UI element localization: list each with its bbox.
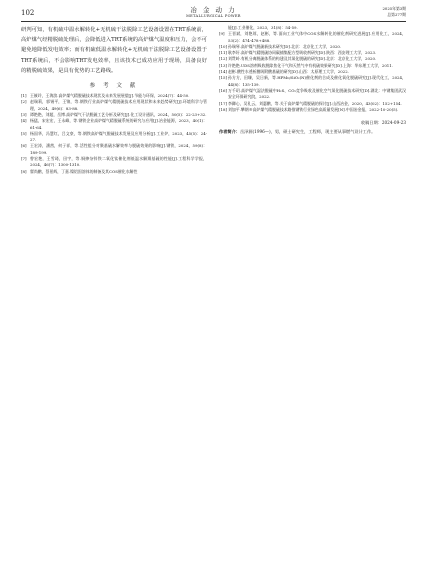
reference-text: 王筱玲，王海滨.高炉煤气精脱硫技术现状及未来发展展望[J].节能与环保，2024(7)：44-50. <box>30 93 190 99</box>
journal-title: 冶 金 动 力 <box>190 6 237 14</box>
reference-item <box>219 75 406 88</box>
reference-item <box>21 118 207 131</box>
reference-text: 能[J].工业催化，2023，31(8)：54-59. <box>228 25 298 30</box>
reference-number: [15] <box>219 75 227 81</box>
received-date: 收稿日期：2024-09-23 <box>360 120 406 126</box>
journal-subtitle: METALLURGICAL POWER <box>186 14 241 18</box>
left-column <box>21 25 207 175</box>
reference-text: 翟尚鹏，蔡景辉，丁嘉.镍铝固溶体的制备及其COS催化水解性 <box>30 168 138 174</box>
reference-text: 谭艳艳，刘超，岳博.高炉煤气干法脱硫工艺分析及研究[J].化工设计通讯，2024，50(5)：22-23+32. <box>30 111 207 117</box>
reference-item <box>21 99 207 112</box>
page-number: 102 <box>21 9 35 17</box>
reference-number: [6] <box>21 143 27 149</box>
reference-text: 杨国华，冯慧红，吕文豪，等.钢铁高炉煤气脱硫技术发展及应用分析[J].工业炉，2023，45(5)：24-27. <box>30 130 207 143</box>
reference-number: [7] <box>21 155 27 161</box>
reference-number: [16] <box>219 87 227 93</box>
issue-year: 2025年第3期 <box>382 6 406 11</box>
reference-item <box>219 31 406 44</box>
reference-item <box>21 156 207 169</box>
reference-text: 王宏涛，潘茜，何子祥，等.活性组分对聚基硫水解效率与脱硫效果的影响[J].钢铁，2024，59(8)：189-199. <box>30 143 207 155</box>
author-bio-text: 岳泽源(1996—)，男，硕士研究生，工程师，现主要从事燃气设计工作。 <box>239 129 376 135</box>
reference-number: [10] <box>219 43 227 49</box>
author-bio-label: 作者简介： <box>219 129 240 135</box>
reference-number: [8] <box>21 168 27 174</box>
reference-text: 刘贯岭.有机分离脱硫体系的构建及其氧化脱硫的研究[D].北京：北京化工大学，2020. <box>228 56 377 62</box>
reference-number: [17] <box>219 100 227 106</box>
reference-item <box>21 143 207 156</box>
reference-text: 耿李好.高炉煤气精脱硫协同碳捕集配方型吸收剂研究[D].陕西：西安理工大学，2023. <box>228 50 377 56</box>
reference-item <box>219 88 406 101</box>
reference-text: 许艳艳.UDS溶剂吸收脱除焦化干气和天然气中有机硫效果研究[D].上海：华东理工大学，2011. <box>228 62 393 68</box>
reference-item <box>21 169 207 175</box>
reference-number: [11] <box>219 50 227 56</box>
reference-text: 万千玥.高炉煤气湿法脱硫中H₂S、CO₂竞争吸收及催化空气氧化脱硫技术研究[D].湖北：中钢集团武汉安全环保研究院，2022. <box>228 87 406 100</box>
reference-number: [14] <box>219 69 227 75</box>
reference-number: [13] <box>219 62 227 68</box>
reference-list-left <box>21 93 207 175</box>
reference-number: [9] <box>219 31 225 37</box>
reference-text: 赵瑞莉，郭锡平，王锦，等.钢铁行业高炉煤气精脱硫技术应用现状和未来趋势研究[J].环境科学与管理，2024，49(6)：83-88. <box>30 99 207 111</box>
reference-number: [12] <box>219 56 227 62</box>
right-column <box>219 25 406 135</box>
reference-number: [3] <box>21 111 27 117</box>
reference-number: [5] <box>21 130 27 136</box>
reference-text: 刘加平.攀钢®高炉煤气精脱硫技术路推钢铁行业绿色高质量发展[N].中国冶金报，2022-10-20(5). <box>228 106 399 112</box>
reference-number: [1] <box>21 93 27 99</box>
reference-text: 王晋斌，刘艳琼，赵彬，等.面向工业气体中COS水解转化的催化剂研究进展[J].应用化工，2024，53(2)：474-478+488. <box>228 31 406 43</box>
reference-text: 李卿心，吴礼云，刘惠鹏，等.关于高炉煤气精脱硫的探讨[J].山西冶金，2020，43(02)：152+154. <box>228 100 402 106</box>
references-heading: 参 考 文 献 <box>89 83 139 90</box>
reference-text: 赵彬.酸性水透析膜吸附酸基硫的研究[D].山西：太原理工大学，2022. <box>228 69 349 75</box>
author-bio <box>219 128 406 135</box>
reference-text: 曾宏艳，王雪琦，田宇，等.铜掺杂锌铁二氧化钛催化剂低温水解羰基硫的性能[J].工程科学学报，2024，46(7)：1300-1310. <box>30 155 207 168</box>
reference-text: 杨猛，宋宏宏，王永峰，等.钢铁企业高炉煤气精脱硫系统的研究与应用[J].冶金能源，2023，40(1)：61-64. <box>30 118 207 130</box>
journal-masthead <box>150 6 277 19</box>
reference-text: 孙方方，田臻，吴日新，等.HPMo/SiO₂(N)催化剂的合成及催化氧化脱硫研究[J].现代化工，2024，44(8)：135-139. <box>228 75 406 87</box>
issue-total: 总第277期 <box>387 11 406 17</box>
reference-list-right <box>219 25 406 113</box>
conclusion-paragraph: 研判可知，有机硫中温水解转化+无机硫干法脱除工艺设备设置在TRT系统前，高炉煤气经精脱硫处理后，会降低进入TRT系统的高炉煤气温度和压力，会不可避免地降低发电效率；而有机硫低温水解转化+无机硫干法脱除工艺设备设置于TRT系统后，不会影响TRT发电效率，且该技术已成功应用于现场，具备良好的精脱硫效果，是具有优势的工艺路线。 <box>21 27 207 74</box>
issue-info <box>383 6 406 17</box>
reference-number: [4] <box>21 118 27 124</box>
reference-number: [18] <box>219 106 227 112</box>
reference-number: [2] <box>21 99 27 105</box>
header-rule <box>21 21 406 22</box>
reference-item <box>21 131 207 144</box>
reference-text: 孙瑞琴.高炉煤气脱硫新技术研究[D].北京：北京化工大学，2020. <box>228 43 342 49</box>
reference-item <box>219 107 406 113</box>
